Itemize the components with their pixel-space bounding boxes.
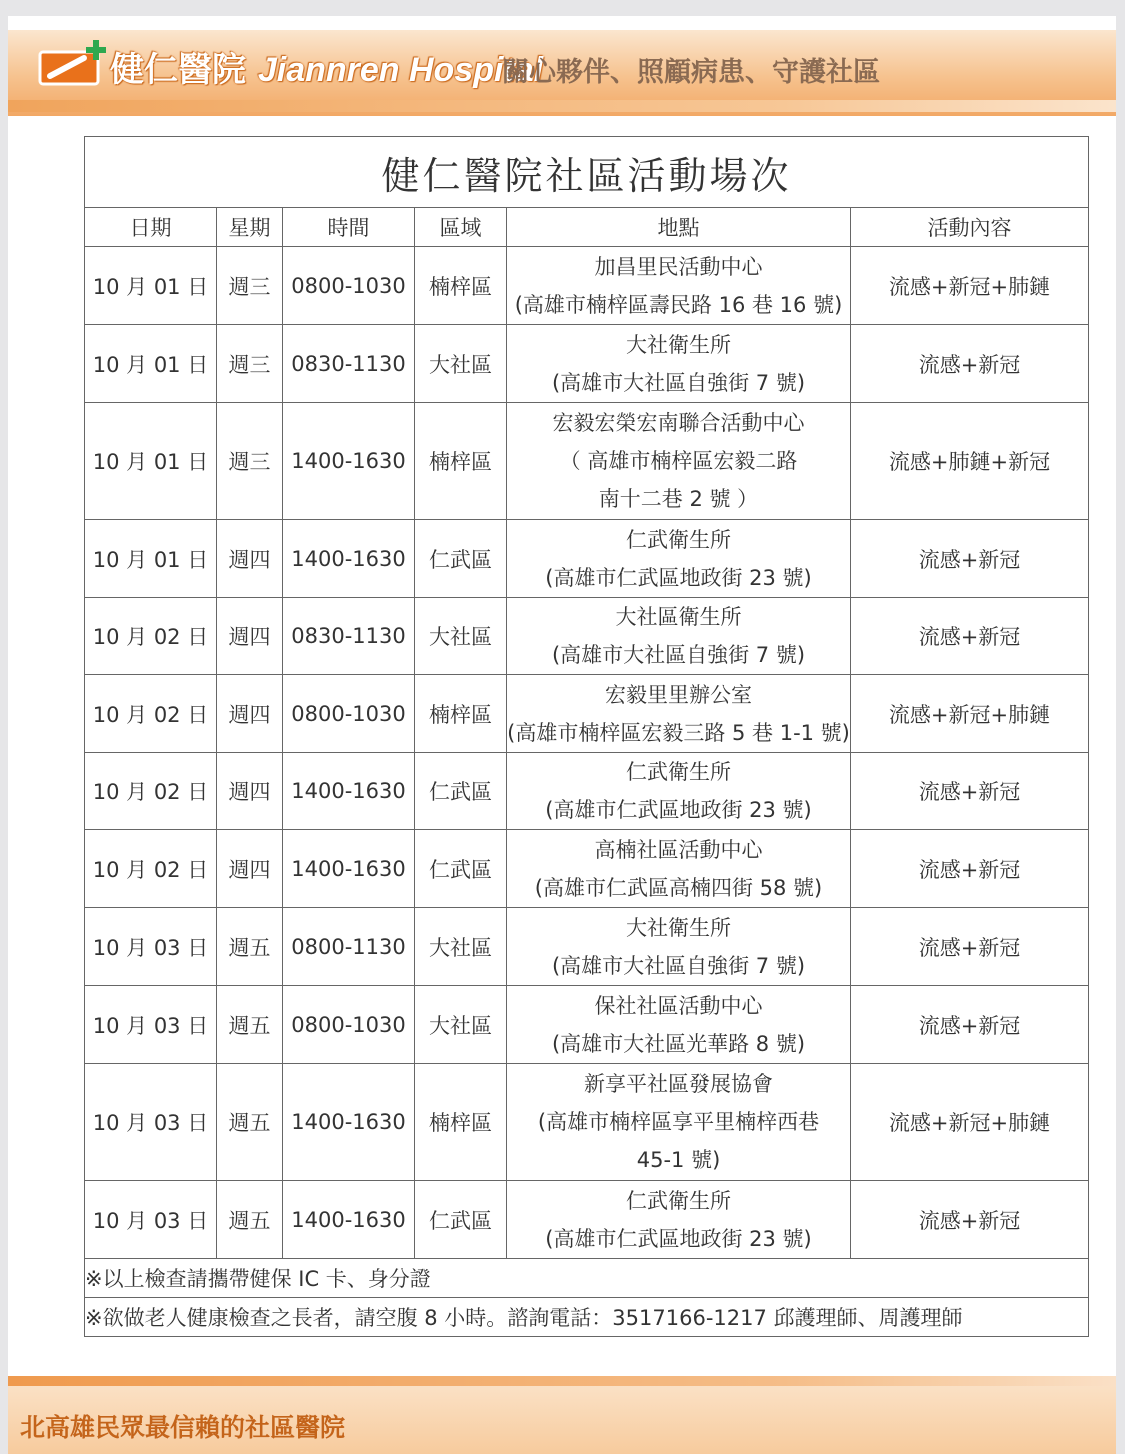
cell-location (507, 675, 851, 753)
cell-location (507, 753, 851, 830)
header-strip (8, 100, 1116, 112)
table-row (85, 753, 1089, 830)
location-line: (高雄市楠梓區宏毅三路 5 巷 1-1 號) (507, 720, 850, 745)
location-line: (高雄市仁武區地政街 23 號) (545, 1226, 812, 1251)
cell-time: 0800-1030 (283, 986, 415, 1064)
cell-district: 仁武區 (415, 753, 507, 830)
cell-district: 楠梓區 (415, 247, 507, 325)
cell-location (507, 986, 851, 1064)
cell-district: 楠梓區 (415, 1064, 507, 1181)
cell-district: 仁武區 (415, 830, 507, 908)
cell-location (507, 1064, 851, 1181)
cell-location (507, 520, 851, 598)
location-line: (高雄市大社區自強街 7 號) (551, 643, 806, 667)
table-row (85, 675, 1089, 753)
location-line: 仁武衛生所 (626, 760, 731, 784)
location-line: (高雄市大社區自強街 7 號) (551, 370, 806, 395)
cell-date: 10 月 03 日 (85, 986, 217, 1064)
cell-location (507, 325, 851, 403)
location-line: 南十二巷 2 號 ） (598, 487, 759, 511)
table-row (85, 520, 1089, 598)
column-header-district: 區域 (415, 208, 507, 247)
footer-tagline: 北高雄民眾最信賴的社區醫院 (20, 1413, 346, 1442)
cell-activity-content: 流感+新冠 (851, 325, 1089, 403)
slogan: 關心夥伴、照顧病患、守護社區 (502, 57, 880, 88)
table-row (85, 986, 1089, 1064)
cell-date: 10 月 03 日 (85, 1181, 217, 1259)
brand-name-zh: 健仁醫院 (110, 50, 246, 90)
cell-activity-content: 流感+新冠 (851, 908, 1089, 986)
cell-time: 0800-1130 (283, 908, 415, 986)
location-line: (高雄市大社區自強街 7 號) (551, 953, 806, 978)
note-id-card: ※以上檢查請攜帶健保 IC 卡、身分證 (85, 1259, 1089, 1298)
location-line: 高楠社區活動中心 (594, 837, 763, 862)
cell-location (507, 1181, 851, 1259)
location-line: 宏毅宏榮宏南聯合活動中心 (552, 411, 805, 435)
cell-activity-content: 流感+新冠 (851, 598, 1089, 675)
location-line: (高雄市楠梓區壽民路 16 巷 16 號) (514, 292, 843, 317)
cell-time: 1400-1630 (283, 1064, 415, 1181)
cell-date: 10 月 01 日 (85, 403, 217, 520)
cell-time: 1400-1630 (283, 403, 415, 520)
schedule-table (84, 136, 1089, 1337)
cell-time: 1400-1630 (283, 520, 415, 598)
cell-date: 10 月 02 日 (85, 598, 217, 675)
table-row (85, 830, 1089, 908)
cell-district: 大社區 (415, 598, 507, 675)
location-line: 大社衛生所 (626, 915, 731, 940)
cell-time: 0830-1130 (283, 598, 415, 675)
footer-strip (8, 1376, 1116, 1386)
cell-time: 0800-1030 (283, 675, 415, 753)
cell-activity-content: 流感+新冠 (851, 830, 1089, 908)
cell-weekday: 週五 (217, 1064, 283, 1181)
table-row (85, 1064, 1089, 1181)
cell-date: 10 月 03 日 (85, 1064, 217, 1181)
location-line: 大社區衛生所 (615, 605, 742, 629)
cell-time: 1400-1630 (283, 1181, 415, 1259)
location-line: (高雄市仁武區地政街 23 號) (545, 798, 812, 822)
schedule-table-wrapper (84, 136, 1088, 1337)
cell-date: 10 月 01 日 (85, 247, 217, 325)
location-line: 保社社區活動中心 (594, 993, 763, 1018)
location-line: 大社衛生所 (626, 332, 731, 357)
column-header-location: 地點 (507, 208, 851, 247)
cell-weekday: 週四 (217, 520, 283, 598)
cell-date: 10 月 02 日 (85, 830, 217, 908)
cell-weekday: 週四 (217, 675, 283, 753)
location-line: 仁武衛生所 (626, 1188, 731, 1213)
column-header-time: 時間 (283, 208, 415, 247)
document-page (8, 16, 1116, 1454)
table-row (85, 908, 1089, 986)
cell-activity-content: 流感+新冠+肺鏈 (851, 1064, 1089, 1181)
cell-activity-content: 流感+新冠+肺鏈 (851, 675, 1089, 753)
location-line: 宏毅里里辦公室 (605, 682, 752, 707)
cell-time: 0800-1030 (283, 247, 415, 325)
cell-district: 楠梓區 (415, 675, 507, 753)
table-row (85, 247, 1089, 325)
location-line: (高雄市仁武區高楠四街 58 號) (534, 875, 823, 900)
cell-activity-content: 流感+肺鏈+新冠 (851, 403, 1089, 520)
table-row (85, 403, 1089, 520)
cell-activity-content: 流感+新冠 (851, 520, 1089, 598)
cell-district: 仁武區 (415, 520, 507, 598)
brand-name-en: Jiannren Hospital (257, 51, 544, 89)
cell-activity-content: 流感+新冠+肺鏈 (851, 247, 1089, 325)
cell-weekday: 週四 (217, 598, 283, 675)
column-header-date: 日期 (85, 208, 217, 247)
cell-time: 1400-1630 (283, 753, 415, 830)
cell-date: 10 月 03 日 (85, 908, 217, 986)
table-title: 健仁醫院社區活動場次 (85, 137, 1089, 208)
location-line: 加昌里民活動中心 (594, 254, 763, 279)
cell-location (507, 830, 851, 908)
cell-location (507, 908, 851, 986)
table-row (85, 1181, 1089, 1259)
location-line: (高雄市楠梓區享平里楠梓西巷 (537, 1110, 820, 1134)
cell-activity-content: 流感+新冠 (851, 753, 1089, 830)
location-line: 仁武衛生所 (626, 527, 731, 552)
cell-weekday: 週三 (217, 325, 283, 403)
location-line: (高雄市仁武區地政街 23 號) (545, 565, 812, 590)
cell-time: 1400-1630 (283, 830, 415, 908)
cell-date: 10 月 01 日 (85, 325, 217, 403)
cell-weekday: 週三 (217, 247, 283, 325)
table-row (85, 598, 1089, 675)
cell-district: 大社區 (415, 908, 507, 986)
table-header-row (85, 208, 1089, 247)
cell-activity-content: 流感+新冠 (851, 986, 1089, 1064)
cell-district: 楠梓區 (415, 403, 507, 520)
cell-location (507, 598, 851, 675)
hospital-brand (110, 42, 543, 91)
cell-district: 大社區 (415, 986, 507, 1064)
column-header-weekday: 星期 (217, 208, 283, 247)
cell-location (507, 403, 851, 520)
column-header-content: 活動內容 (851, 208, 1089, 247)
cell-district: 仁武區 (415, 1181, 507, 1259)
note-fasting-contact: ※欲做老人健康檢查之長者，請空腹 8 小時。諮詢電話：3517166-1217 邱護理師、周護理師 (85, 1298, 1089, 1337)
location-line: (高雄市大社區光華路 8 號) (551, 1031, 806, 1056)
cell-date: 10 月 02 日 (85, 753, 217, 830)
cell-weekday: 週五 (217, 986, 283, 1064)
cell-weekday: 週四 (217, 753, 283, 830)
cell-weekday: 週五 (217, 908, 283, 986)
hospital-logo-icon (38, 38, 108, 92)
cell-date: 10 月 02 日 (85, 675, 217, 753)
cell-time: 0830-1130 (283, 325, 415, 403)
cell-weekday: 週三 (217, 403, 283, 520)
cell-date: 10 月 01 日 (85, 520, 217, 598)
cell-location (507, 247, 851, 325)
cell-activity-content: 流感+新冠 (851, 1181, 1089, 1259)
cell-weekday: 週四 (217, 830, 283, 908)
location-line: 新享平社區發展協會 (584, 1072, 773, 1096)
cell-district: 大社區 (415, 325, 507, 403)
table-row (85, 325, 1089, 403)
cell-weekday: 週五 (217, 1181, 283, 1259)
location-line: （ 高雄市楠梓區宏毅二路 (559, 449, 798, 473)
location-line: 45-1 號) (636, 1148, 721, 1172)
